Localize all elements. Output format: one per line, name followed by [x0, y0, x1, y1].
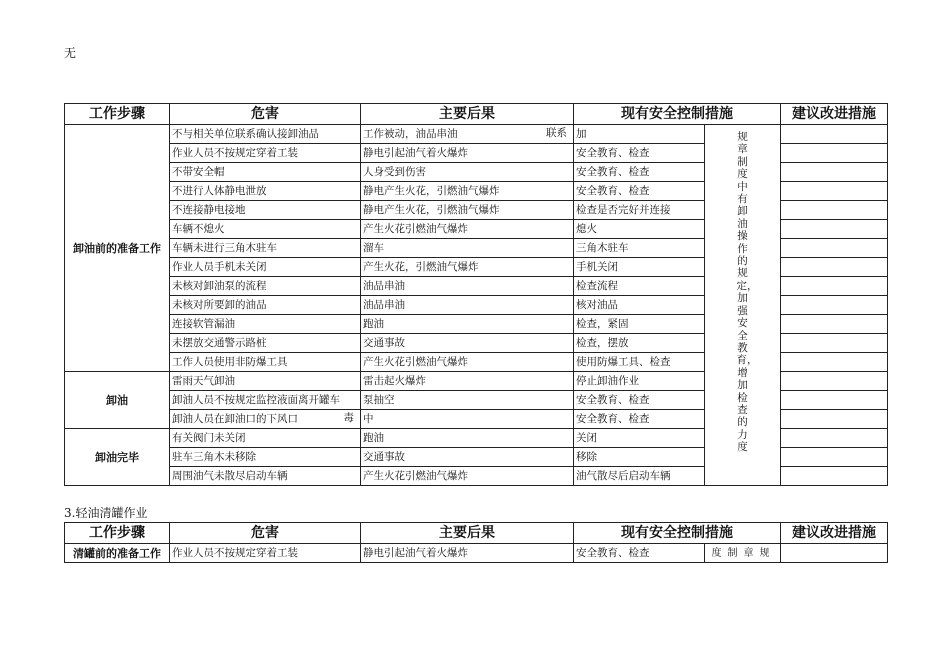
- table-header-row: [65, 104, 888, 125]
- consequence-text: 交通事故: [363, 450, 405, 463]
- header-step: 工作步骤: [65, 523, 170, 544]
- consequence-text: 人身受到伤害: [363, 165, 426, 178]
- control-cell: 核对油品: [574, 296, 705, 315]
- control-cell: 停止卸油作业: [574, 372, 705, 391]
- consequence-cell: [361, 182, 574, 201]
- consequence-cell: [361, 201, 574, 220]
- control-cell: 检查，紧固: [574, 315, 705, 334]
- header-consequence: 主要后果: [361, 104, 574, 125]
- consequence-text: 油品串油: [363, 279, 405, 292]
- improvement-cell: [781, 448, 888, 467]
- header-improvement: 建议改进措施: [781, 523, 888, 544]
- control-cell: 检查是否完好并连接: [574, 201, 705, 220]
- improvement-cell: [781, 410, 888, 429]
- consequence-cell: [361, 372, 574, 391]
- improvement-cell: [781, 544, 888, 563]
- hazard-cell: [170, 410, 361, 429]
- hazard-text: 未核对所要卸的油品: [172, 298, 267, 311]
- consequence-cell: [361, 277, 574, 296]
- hazard-cell: [170, 182, 361, 201]
- improvement-cell: [781, 429, 888, 448]
- consequence-cell: [361, 125, 574, 144]
- regulation-cell: 度制章规: [705, 544, 781, 563]
- consequence-text: 产生火花引燃油气爆炸: [363, 355, 468, 368]
- consequence-cell: [361, 258, 574, 277]
- hazard-text: 作业人员不按规定穿着工装: [172, 146, 298, 159]
- consequence-text: 产生火花引燃油气爆炸: [363, 222, 468, 235]
- improvement-cell: [781, 201, 888, 220]
- hazard-cell: [170, 201, 361, 220]
- consequence-cell: [361, 315, 574, 334]
- improvement-cell: [781, 239, 888, 258]
- consequence-text: 中: [363, 412, 374, 425]
- hazard-cell: [170, 315, 361, 334]
- hazard-text: 卸油人员在卸油口的下风口: [172, 412, 298, 425]
- control-cell: 检查流程: [574, 277, 705, 296]
- hazard-cell: [170, 334, 361, 353]
- hazard-cell: [170, 258, 361, 277]
- control-cell: 安全教育、检查: [574, 163, 705, 182]
- improvement-cell: [781, 315, 888, 334]
- hazard-text: 不连接静电接地: [172, 203, 246, 216]
- hazard-cell: [170, 125, 361, 144]
- consequence-cell: [361, 296, 574, 315]
- hazard-cell: [170, 144, 361, 163]
- table-row: [65, 125, 888, 144]
- table-row: [65, 544, 888, 563]
- consequence-cell: [361, 163, 574, 182]
- hazard-cell: [170, 372, 361, 391]
- consequence-text: 交通事故: [363, 336, 405, 349]
- consequence-text: 跑油: [363, 431, 384, 444]
- control-cell: 油气散尽后启动车辆: [574, 467, 705, 486]
- safety-table-unloading: [64, 103, 888, 486]
- header-consequence: 主要后果: [361, 523, 574, 544]
- hazard-text: 有关阀门未关闭: [172, 431, 246, 444]
- consequence-text: 静电产生火花，引燃油气爆炸: [363, 203, 500, 216]
- hazard-text: 不进行人体静电泄放: [172, 184, 267, 197]
- hazard-text: 驻车三角木未移除: [172, 450, 256, 463]
- hazard-text: 车辆不熄火: [172, 222, 225, 235]
- consequence-text: 跑油: [363, 317, 384, 330]
- improvement-cell: [781, 182, 888, 201]
- improvement-cell: [781, 125, 888, 144]
- consequence-cell: [361, 429, 574, 448]
- improvement-cell: [781, 144, 888, 163]
- hazard-cell: [170, 448, 361, 467]
- consequence-tail-text: 联系: [546, 127, 567, 139]
- top-note: 无: [64, 46, 77, 60]
- control-cell: 安全教育、检查: [574, 544, 705, 563]
- consequence-cell: [361, 410, 574, 429]
- consequence-cell: [361, 467, 574, 486]
- control-cell: 安全教育、检查: [574, 144, 705, 163]
- header-step: 工作步骤: [65, 104, 170, 125]
- improvement-cell: [781, 220, 888, 239]
- improvement-cell: [781, 258, 888, 277]
- improvement-cell: [781, 372, 888, 391]
- control-cell: 安全教育、检查: [574, 391, 705, 410]
- step-cell: 卸油前的准备工作: [65, 125, 170, 372]
- control-cell: 三角木驻车: [574, 239, 705, 258]
- hazard-cell: [170, 467, 361, 486]
- header-control: 现有安全控制措施: [574, 104, 781, 125]
- hazard-text: 不带安全帽: [172, 165, 225, 178]
- regulation-vertical-text: 规章制度中有卸油操作的规定，加强安全教育，增加检查的力度: [736, 131, 758, 454]
- hazard-cell: [170, 220, 361, 239]
- table-header-row: [65, 523, 888, 544]
- hazard-text: 周围油气未散尽启动车辆: [172, 469, 288, 482]
- regulation-vertical-cell: [705, 125, 781, 486]
- hazard-text: 未核对卸油泵的流程: [172, 279, 267, 292]
- hazard-text: 不与相关单位联系确认接卸油品: [172, 127, 319, 140]
- consequence-text: 静电产生火花，引燃油气爆炸: [363, 184, 500, 197]
- hazard-cell: [170, 277, 361, 296]
- consequence-cell: 静电引起油气着火爆炸: [361, 544, 574, 563]
- header-control: 现有安全控制措施: [574, 523, 781, 544]
- header-improvement: 建议改进措施: [781, 104, 888, 125]
- step-cell: 卸油完毕: [65, 429, 170, 486]
- consequence-cell: [361, 220, 574, 239]
- hazard-text: 未摆放交通警示路桩: [172, 336, 267, 349]
- hazard-cell: [170, 429, 361, 448]
- hazard-cell: [170, 391, 361, 410]
- hazard-cell: 作业人员不按规定穿着工装: [170, 544, 361, 563]
- hazard-tail-text: 毒: [343, 412, 354, 424]
- consequence-text: 产生火花，引燃油气爆炸: [363, 260, 479, 273]
- step-cell: 卸油: [65, 372, 170, 429]
- consequence-text: 工作被动，油品串油: [363, 127, 458, 140]
- control-cell: 手机关闭: [574, 258, 705, 277]
- improvement-cell: [781, 467, 888, 486]
- hazard-cell: [170, 296, 361, 315]
- hazard-text: 车辆未进行三角木驻车: [172, 241, 277, 254]
- consequence-cell: [361, 144, 574, 163]
- improvement-cell: [781, 334, 888, 353]
- control-cell: 检查，摆放: [574, 334, 705, 353]
- control-cell: 使用防爆工具、检查: [574, 353, 705, 372]
- consequence-text: 雷击起火爆炸: [363, 374, 426, 387]
- improvement-cell: [781, 277, 888, 296]
- hazard-cell: [170, 239, 361, 258]
- step-cell: 清罐前的准备工作: [65, 544, 170, 563]
- consequence-cell: [361, 334, 574, 353]
- hazard-cell: [170, 353, 361, 372]
- consequence-cell: [361, 391, 574, 410]
- improvement-cell: [781, 296, 888, 315]
- consequence-text: 静电引起油气着火爆炸: [363, 146, 468, 159]
- hazard-text: 卸油人员不按规定监控液面离开罐车: [172, 393, 340, 406]
- consequence-cell: [361, 448, 574, 467]
- hazard-text: 作业人员手机未关闭: [172, 260, 267, 273]
- improvement-cell: [781, 163, 888, 182]
- consequence-text: 溜车: [363, 241, 384, 254]
- hazard-text: 连接软管漏油: [172, 317, 235, 330]
- control-cell: 安全教育、检查: [574, 410, 705, 429]
- hazard-cell: [170, 163, 361, 182]
- control-cell: 关闭: [574, 429, 705, 448]
- safety-table-tank-cleaning: [64, 522, 888, 563]
- header-hazard: 危害: [170, 104, 361, 125]
- consequence-text: 泵抽空: [363, 393, 395, 406]
- control-cell: 加: [574, 125, 705, 144]
- section-title: 3.轻油清罐作业: [64, 506, 148, 520]
- control-cell: 安全教育、检查: [574, 182, 705, 201]
- hazard-text: 工作人员使用非防爆工具: [172, 355, 288, 368]
- control-cell: 熄火: [574, 220, 705, 239]
- improvement-cell: [781, 391, 888, 410]
- control-cell: 移除: [574, 448, 705, 467]
- consequence-cell: [361, 353, 574, 372]
- header-hazard: 危害: [170, 523, 361, 544]
- consequence-text: 产生火花引燃油气爆炸: [363, 469, 468, 482]
- consequence-text: 油品串油: [363, 298, 405, 311]
- hazard-text: 雷雨天气卸油: [172, 374, 235, 387]
- improvement-cell: [781, 353, 888, 372]
- consequence-cell: [361, 239, 574, 258]
